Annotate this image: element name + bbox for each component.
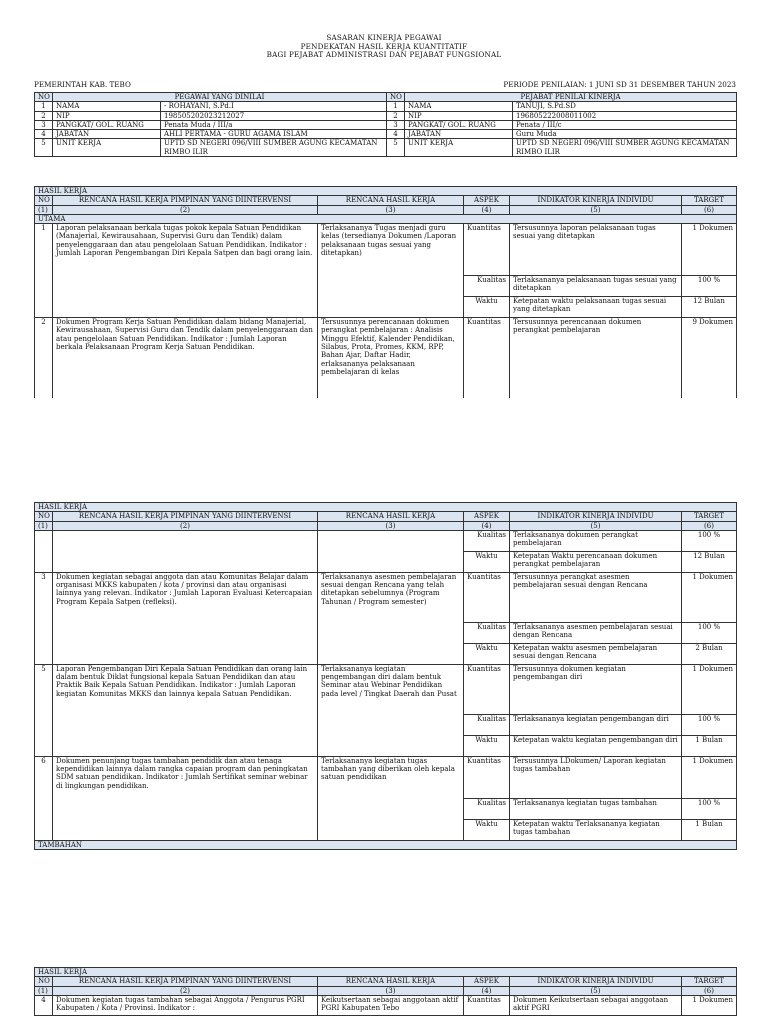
item-target: 2 Bulan <box>682 643 737 664</box>
row-no: 4 <box>387 130 405 139</box>
item-aspek: Waktu <box>464 551 510 572</box>
item-indikator: Ketepatan waktu asesmen pembelajaran sesuai dengan Rencana <box>510 643 682 664</box>
field-label: JABATAN <box>405 130 513 139</box>
item-target: 1 Bulan <box>682 819 737 840</box>
field-value: 196805222008011002 <box>513 111 737 120</box>
col-number: (5) <box>510 521 682 530</box>
item-pimpinan: Laporan Pengembangan Diri Kepala Satuan Pendidikan dan orang lain dalam bentuk Diklat fungsional kepala Satuan Pendidikan dan atau Praktik Baik Kepala Satuan Pendidikan. Indikator : Jumlah Laporan kegiatan Komunitas MKKS dan lainnya kepala Satuan Pendidikan. <box>53 664 318 756</box>
item-aspek: Waktu <box>464 297 510 318</box>
results-table-page-3 <box>34 967 737 1016</box>
assessment-period: PERIODE PENILAIAN: 1 JUNI SD 31 DESEMBER TAHUN 2023 <box>503 80 736 89</box>
row-no: 2 <box>387 111 405 120</box>
col-number: (3) <box>318 986 464 995</box>
meta-row <box>34 80 736 89</box>
col-rencana: RENCANA HASIL KERJA <box>318 196 464 205</box>
col-number: (1) <box>35 986 53 995</box>
col-number: (4) <box>464 205 510 214</box>
item-aspek: Kuantitas <box>464 572 510 622</box>
col-rencana-pimpinan: RENCANA HASIL KERJA PIMPINAN YANG DIINTERVENSI <box>53 196 318 205</box>
item-target: 1 Dokumen <box>682 756 737 798</box>
item-indikator: Dokumen Keikutsertaan sebagai anggotaan aktif PGRI <box>510 995 682 1015</box>
item-aspek: Waktu <box>464 735 510 756</box>
field-value: Penata Muda / III/a <box>161 120 387 129</box>
col-target: TARGET <box>682 977 737 986</box>
item-indikator: Tersusunnya dokumen kegiatan pengembangan diri <box>510 664 682 714</box>
assessor-title: PEJABAT PENILAI KINERJA <box>405 93 737 102</box>
field-label: JABATAN <box>53 130 161 139</box>
header-subtitle: PENDEKATAN HASIL KERJA KUANTITATIF <box>300 41 468 51</box>
table-row <box>35 664 737 714</box>
row-no: 5 <box>387 139 405 157</box>
empty-cell <box>35 530 53 572</box>
item-aspek: Waktu <box>464 819 510 840</box>
field-value: TANUJI, S.Pd.SD <box>513 102 737 111</box>
table-row <box>35 756 737 798</box>
item-aspek: Kualitas <box>464 714 510 735</box>
col-number: (5) <box>510 986 682 995</box>
header-subtitle-2: BAGI PEJABAT ADMINISTRASI DAN PEJABAT FUNGSIONAL <box>266 50 502 60</box>
col-number: (6) <box>682 521 737 530</box>
col-rencana-pimpinan: RENCANA HASIL KERJA PIMPINAN YANG DIINTERVENSI <box>53 512 318 521</box>
col-number: (4) <box>464 986 510 995</box>
item-rencana: Terlaksananya asesmen pembelajaran sesuai dengan Rencana yang telah ditetapkan sebelumnya (Program Tahunan / Program semester) <box>318 572 464 664</box>
assessee-title: PEGAWAI YANG DINILAI <box>53 93 387 102</box>
item-no: 4 <box>35 995 53 1015</box>
row-no: 3 <box>387 120 405 129</box>
row-no: 4 <box>35 130 53 139</box>
table-row <box>35 318 737 398</box>
item-no: 3 <box>35 572 53 664</box>
section-title: HASIL KERJA <box>35 187 737 196</box>
item-rencana: Terlaksananya kegiatan tugas tambahan yang diberikan oleh kepala satuan pendidikan <box>318 756 464 840</box>
col-target: TARGET <box>682 512 737 521</box>
item-target: 1 Dokumen <box>682 995 737 1015</box>
col-indikator: INDIKATOR KINERJA INDIVIDU <box>510 977 682 986</box>
item-aspek: Kualitas <box>464 798 510 819</box>
results-table-page-1 <box>34 186 737 398</box>
col-aspek: ASPEK <box>464 977 510 986</box>
item-aspek: Waktu <box>464 643 510 664</box>
item-aspek: Kualitas <box>464 622 510 643</box>
col-no: NO <box>35 93 53 102</box>
item-indikator: Tersusunnya LDokumen/ Laporan kegiatan tugas tambahan <box>510 756 682 798</box>
col-aspek: ASPEK <box>464 512 510 521</box>
item-pimpinan: Dokumen kegiatan sebagai anggota dan atau Komunitas Belajar dalam organisasi MKKS kabupaten / kota / provinsi dan atau organisasi lainnya yang relevan. Indikator : Jumlah Laporan Evaluasi Ketercapaian Program Kepala Satpen (refleksi). <box>53 572 318 664</box>
col-number: (3) <box>318 205 464 214</box>
item-indikator: Terlaksananya pelaksanaan tugas sesuai yang ditetapkan <box>510 276 682 297</box>
identity-row <box>35 102 737 111</box>
col-number: (6) <box>682 205 737 214</box>
item-target: 1 Dokumen <box>682 572 737 622</box>
field-value: AHLI PERTAMA - GURU AGAMA ISLAM <box>161 130 387 139</box>
item-pimpinan: Dokumen penunjang tugas tambahan pendidik dan atau tenaga kependidikan lainnya dalam rangka capaian program dan peningkatan SDM satuan pendidikan. Indikator : Jumlah Sertifikat seminar webinar di lingkungan pendidikan. <box>53 756 318 840</box>
row-no: 5 <box>35 139 53 157</box>
column-header-row <box>35 196 737 205</box>
col-indikator: INDIKATOR KINERJA INDIVIDU <box>510 196 682 205</box>
item-aspek: Kuantitas <box>464 664 510 714</box>
row-no: 3 <box>35 120 53 129</box>
item-target: 12 Bulan <box>682 551 737 572</box>
item-aspek: Kuantitas <box>464 995 510 1015</box>
field-label: NAMA <box>405 102 513 111</box>
item-aspek: Kualitas <box>464 530 510 551</box>
column-header-row <box>35 977 737 986</box>
col-no: NO <box>35 196 53 205</box>
item-indikator: Tersusunnya perencanaan dokumen perangkat pembelajaran <box>510 318 682 398</box>
table-row <box>35 224 737 276</box>
item-target: 100 % <box>682 714 737 735</box>
col-number: (2) <box>53 205 318 214</box>
table-row <box>35 995 737 1015</box>
results-table-page-2 <box>34 502 737 850</box>
col-number: (5) <box>510 205 682 214</box>
item-pimpinan: Dokumen Program Kerja Satuan Pendidikan dalam bidang Manajerial, Kewirausahaan, Supervisi Guru dan Tendik dalam penyelenggaraan dan atau pengelolaan Satuan Pendidikan. Indikator : Jumlah Laporan berkala Pelaksanaan Program Kerja Satuan Pendidikan. <box>53 318 318 398</box>
col-number: (1) <box>35 521 53 530</box>
col-rencana-pimpinan: RENCANA HASIL KERJA PIMPINAN YANG DIINTERVENSI <box>53 977 318 986</box>
col-number: (6) <box>682 986 737 995</box>
col-no: NO <box>387 93 405 102</box>
item-no: 6 <box>35 756 53 840</box>
section-row <box>35 968 737 977</box>
item-indikator: Tersusunnya perangkat asesmen pembelajaran sesuai dengan Rencana <box>510 572 682 622</box>
row-no: 2 <box>35 111 53 120</box>
row-no: 1 <box>35 102 53 111</box>
field-value: UPTD SD NEGERI 096/VIII SUMBER AGUNG KECAMATAN RIMBO ILIR <box>161 139 387 157</box>
field-label: PANGKAT/ GOL. RUANG <box>53 120 161 129</box>
item-rencana: Terlaksananya Tugas menjadi guru kelas (tersedianya Dokumen /Laporan pelaksanaan tugas sesuai yang ditetapkan) <box>318 224 464 318</box>
item-indikator: Terlaksananya dokumen perangkat pembelajaran <box>510 530 682 551</box>
item-indikator: Tersusunnya laporan pelaksanaan tugas sesuai yang ditetapkan <box>510 224 682 276</box>
item-target: 12 Bulan <box>682 297 737 318</box>
item-rencana: Keikutsertaan sebagai anggotaan aktif PGRI Kabupaten Tebo <box>318 995 464 1015</box>
col-no: NO <box>35 512 53 521</box>
empty-cell <box>53 530 318 572</box>
item-target: 9 Dokumen <box>682 318 737 398</box>
col-number: (3) <box>318 521 464 530</box>
table-row <box>35 572 737 622</box>
identity-row <box>35 120 737 129</box>
identity-row <box>35 111 737 120</box>
field-label: NIP <box>405 111 513 120</box>
item-target: 1 Bulan <box>682 735 737 756</box>
item-pimpinan: Dokumen kegiatan tugas tambahan sebagai Anggota / Pengurus PGRI Kabupaten / Kota / Provinsi. Indikator : <box>53 995 318 1015</box>
section-title: HASIL KERJA <box>35 968 737 977</box>
item-pimpinan: Laporan pelaksanaan berkala tugas pokok kepala Satuan Pendidikan (Manajerial, Kewirausahaan, Supervisi Guru dan Tendik) dalam penyelenggaraan dan atau pengelolaan Satuan Pendidikan. Indikator : Jumlah Laporan Pengembangan Diri Kepala Satpen dan bagi orang lain. <box>53 224 318 318</box>
field-value: 198505202023212027 <box>161 111 387 120</box>
row-no: 1 <box>387 102 405 111</box>
item-indikator: Ketepatan waktu Terlaksananya kegiatan tugas tambahan <box>510 819 682 840</box>
column-number-row <box>35 521 737 530</box>
item-aspek: Kuantitas <box>464 318 510 398</box>
field-label: UNIT KERJA <box>405 139 513 157</box>
section-row <box>35 503 737 512</box>
item-aspek: Kuantitas <box>464 756 510 798</box>
section-tambahan: TAMBAHAN <box>35 840 737 849</box>
col-indikator: INDIKATOR KINERJA INDIVIDU <box>510 512 682 521</box>
item-no: 1 <box>35 224 53 318</box>
item-rencana: Terlaksananya kegiatan pengembangan diri dalam bentuk Seminar atau Webinar Pendidikan pada level / Tingkat Daerah dan Pusat <box>318 664 464 756</box>
item-indikator: Ketepatan Waktu perencanaan dokumen perangkat pembelajaran <box>510 551 682 572</box>
col-number: (2) <box>53 521 318 530</box>
item-indikator: Ketepatan waktu kegiatan pengembangan diri <box>510 735 682 756</box>
col-number: (1) <box>35 205 53 214</box>
item-rencana: Tersusunnya perencanaan dokumen perangkat pembelajaran : Analisis Minggu Efektif, Kalender Pendidikan, Silabus, Prota, Promes, KKM, RPP, Bahan Ajar, Daftar Hadir, erlaksananya pelaksanaan pembelajaran di kelas <box>318 318 464 398</box>
field-label: PANGKAT/ GOL. RUANG <box>405 120 513 129</box>
field-label: UNIT KERJA <box>53 139 161 157</box>
document-header <box>0 34 768 60</box>
item-indikator: Terlaksananya asesmen pembelajaran sesuai dengan Rencana <box>510 622 682 643</box>
col-rencana: RENCANA HASIL KERJA <box>318 977 464 986</box>
item-aspek: Kuantitas <box>464 224 510 276</box>
section-row <box>35 840 737 849</box>
identity-row <box>35 139 737 157</box>
field-label: NAMA <box>53 102 161 111</box>
column-number-row <box>35 205 737 214</box>
item-indikator: Ketepatan waktu pelaksanaan tugas sesuai yang ditetapkan <box>510 297 682 318</box>
item-target: 1 Dokumen <box>682 224 737 276</box>
field-value: UPTD SD NEGERI 096/VIII SUMBER AGUNG KECAMATAN RIMBO ILIR <box>513 139 737 157</box>
item-target: 1 Dokumen <box>682 664 737 714</box>
section-row <box>35 214 737 223</box>
col-number: (4) <box>464 521 510 530</box>
item-target: 100 % <box>682 530 737 551</box>
item-no: 5 <box>35 664 53 756</box>
item-target: 100 % <box>682 276 737 297</box>
agency-name: PEMERINTAH KAB. TEBO <box>34 80 131 89</box>
section-utama: UTAMA <box>35 214 737 223</box>
column-header-row <box>35 512 737 521</box>
item-target: 100 % <box>682 798 737 819</box>
identity-header-row <box>35 93 737 102</box>
item-indikator: Terlaksananya kegiatan pengembangan diri <box>510 714 682 735</box>
item-no: 2 <box>35 318 53 398</box>
col-rencana: RENCANA HASIL KERJA <box>318 512 464 521</box>
identity-table <box>34 92 737 157</box>
empty-cell <box>318 530 464 572</box>
section-row <box>35 187 737 196</box>
column-number-row <box>35 986 737 995</box>
field-value: Guru Muda <box>513 130 737 139</box>
table-row <box>35 530 737 551</box>
col-aspek: ASPEK <box>464 196 510 205</box>
item-target: 100 % <box>682 622 737 643</box>
col-number: (2) <box>53 986 318 995</box>
field-value: - ROHAYANI, S.Pd.I <box>161 102 387 111</box>
col-target: TARGET <box>682 196 737 205</box>
item-indikator: Terlaksananya kegiatan tugas tambahan <box>510 798 682 819</box>
field-label: NIP <box>53 111 161 120</box>
field-value: Penata / III/c <box>513 120 737 129</box>
item-aspek: Kualitas <box>464 276 510 297</box>
col-no: NO <box>35 977 53 986</box>
identity-row <box>35 130 737 139</box>
header-title: SASARAN KINERJA PEGAWAI <box>326 33 442 42</box>
section-title: HASIL KERJA <box>35 503 737 512</box>
